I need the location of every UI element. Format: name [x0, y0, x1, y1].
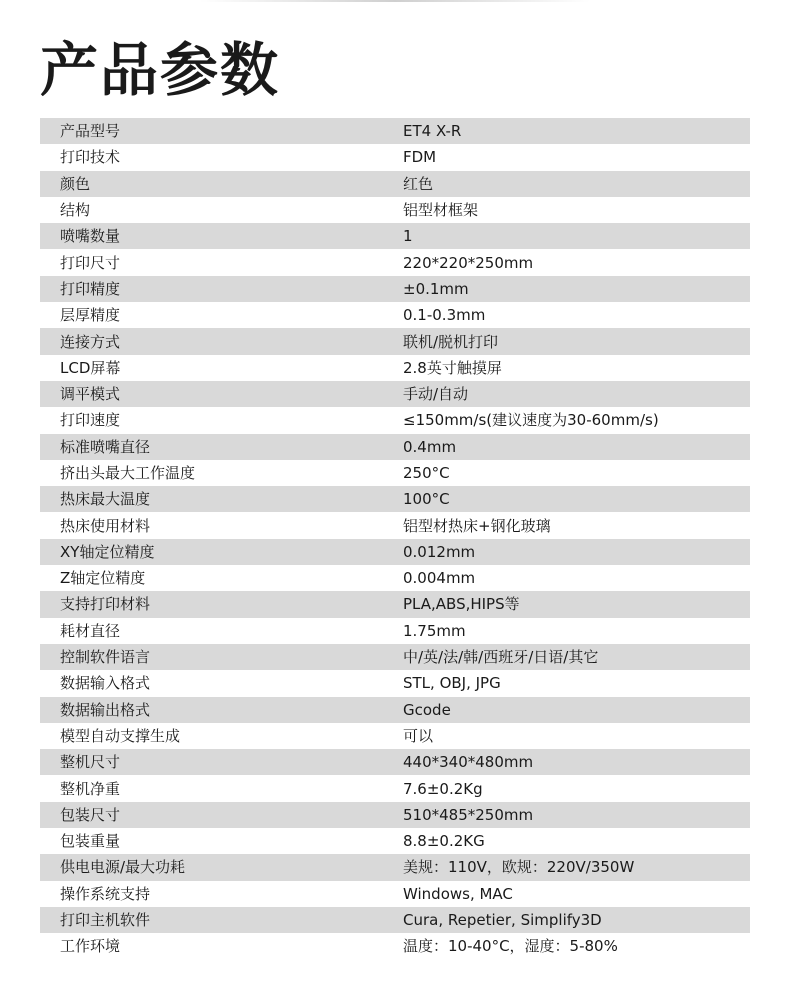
spec-label: 控制软件语言	[40, 644, 403, 670]
spec-row	[40, 276, 750, 302]
spec-row	[40, 644, 750, 670]
spec-row	[40, 775, 750, 801]
spec-value: 联机/脱机打印	[403, 328, 750, 354]
spec-row	[40, 197, 750, 223]
spec-row	[40, 249, 750, 275]
spec-value: 手动/自动	[403, 381, 750, 407]
spec-label: 挤出头最大工作温度	[40, 460, 403, 486]
spec-label: 数据输入格式	[40, 670, 403, 696]
spec-value: 0.012mm	[403, 539, 750, 565]
spec-label: 打印精度	[40, 276, 403, 302]
spec-row	[40, 512, 750, 538]
spec-value: 7.6±0.2Kg	[403, 775, 750, 801]
spec-row	[40, 171, 750, 197]
page-title: 产品参数	[40, 36, 281, 104]
spec-value: 中/英/法/韩/西班牙/日语/其它	[403, 644, 750, 670]
spec-row	[40, 434, 750, 460]
spec-row	[40, 486, 750, 512]
spec-row	[40, 144, 750, 170]
spec-row	[40, 933, 750, 959]
spec-row	[40, 697, 750, 723]
spec-value: 0.004mm	[403, 565, 750, 591]
spec-label: 包装重量	[40, 828, 403, 854]
spec-label: 热床最大温度	[40, 486, 403, 512]
spec-row	[40, 302, 750, 328]
spec-value: FDM	[403, 144, 750, 170]
spec-value: PLA,ABS,HIPS等	[403, 591, 750, 617]
spec-label: 连接方式	[40, 328, 403, 354]
spec-row	[40, 407, 750, 433]
spec-label: 打印技术	[40, 144, 403, 170]
spec-label: 打印速度	[40, 407, 403, 433]
spec-row	[40, 118, 750, 144]
spec-label: LCD屏幕	[40, 355, 403, 381]
spec-label: 包装尺寸	[40, 802, 403, 828]
spec-row	[40, 670, 750, 696]
spec-label: 耗材直径	[40, 618, 403, 644]
spec-row	[40, 565, 750, 591]
spec-row	[40, 223, 750, 249]
spec-value: 510*485*250mm	[403, 802, 750, 828]
spec-value: STL, OBJ, JPG	[403, 670, 750, 696]
spec-row	[40, 907, 750, 933]
spec-row	[40, 381, 750, 407]
spec-label: 打印尺寸	[40, 249, 403, 275]
spec-value: 220*220*250mm	[403, 249, 750, 275]
spec-table	[40, 118, 750, 960]
spec-row	[40, 591, 750, 617]
spec-label: 工作环境	[40, 933, 403, 959]
spec-row	[40, 460, 750, 486]
spec-value: 0.4mm	[403, 434, 750, 460]
top-divider	[200, 0, 590, 2]
spec-label: 结构	[40, 197, 403, 223]
spec-value: 铝型材热床+钢化玻璃	[403, 512, 750, 538]
spec-row	[40, 802, 750, 828]
spec-label: 层厚精度	[40, 302, 403, 328]
spec-label: 供电电源/最大功耗	[40, 854, 403, 880]
spec-label: 喷嘴数量	[40, 223, 403, 249]
spec-label: 操作系统支持	[40, 881, 403, 907]
spec-value: 0.1-0.3mm	[403, 302, 750, 328]
spec-row	[40, 828, 750, 854]
spec-row	[40, 881, 750, 907]
spec-value: 1.75mm	[403, 618, 750, 644]
spec-row	[40, 355, 750, 381]
spec-value: Windows, MAC	[403, 881, 750, 907]
spec-value: 温度：10-40°C，湿度：5-80%	[403, 933, 750, 959]
spec-value: ≤150mm/s(建议速度为30-60mm/s)	[403, 407, 750, 433]
spec-value: 红色	[403, 171, 750, 197]
spec-value: 美规：110V，欧规：220V/350W	[403, 854, 750, 880]
spec-row	[40, 749, 750, 775]
spec-label: Z轴定位精度	[40, 565, 403, 591]
spec-value: Gcode	[403, 697, 750, 723]
spec-label: XY轴定位精度	[40, 539, 403, 565]
spec-label: 支持打印材料	[40, 591, 403, 617]
spec-row	[40, 539, 750, 565]
spec-row	[40, 854, 750, 880]
spec-value: 100°C	[403, 486, 750, 512]
spec-table-body	[40, 118, 750, 960]
spec-row	[40, 328, 750, 354]
spec-row	[40, 723, 750, 749]
spec-value: 铝型材框架	[403, 197, 750, 223]
spec-value: 440*340*480mm	[403, 749, 750, 775]
spec-label: 热床使用材料	[40, 512, 403, 538]
spec-label: 整机净重	[40, 775, 403, 801]
spec-value: 2.8英寸触摸屏	[403, 355, 750, 381]
spec-label: 模型自动支撑生成	[40, 723, 403, 749]
spec-value: Cura, Repetier, Simplify3D	[403, 907, 750, 933]
spec-label: 颜色	[40, 171, 403, 197]
spec-label: 整机尺寸	[40, 749, 403, 775]
spec-value: 8.8±0.2KG	[403, 828, 750, 854]
spec-value: 1	[403, 223, 750, 249]
spec-label: 调平模式	[40, 381, 403, 407]
spec-label: 打印主机软件	[40, 907, 403, 933]
spec-label: 产品型号	[40, 118, 403, 144]
spec-label: 数据输出格式	[40, 697, 403, 723]
spec-label: 标准喷嘴直径	[40, 434, 403, 460]
spec-value: ±0.1mm	[403, 276, 750, 302]
spec-value: ET4 X-R	[403, 118, 750, 144]
spec-row	[40, 618, 750, 644]
spec-value: 可以	[403, 723, 750, 749]
spec-value: 250°C	[403, 460, 750, 486]
